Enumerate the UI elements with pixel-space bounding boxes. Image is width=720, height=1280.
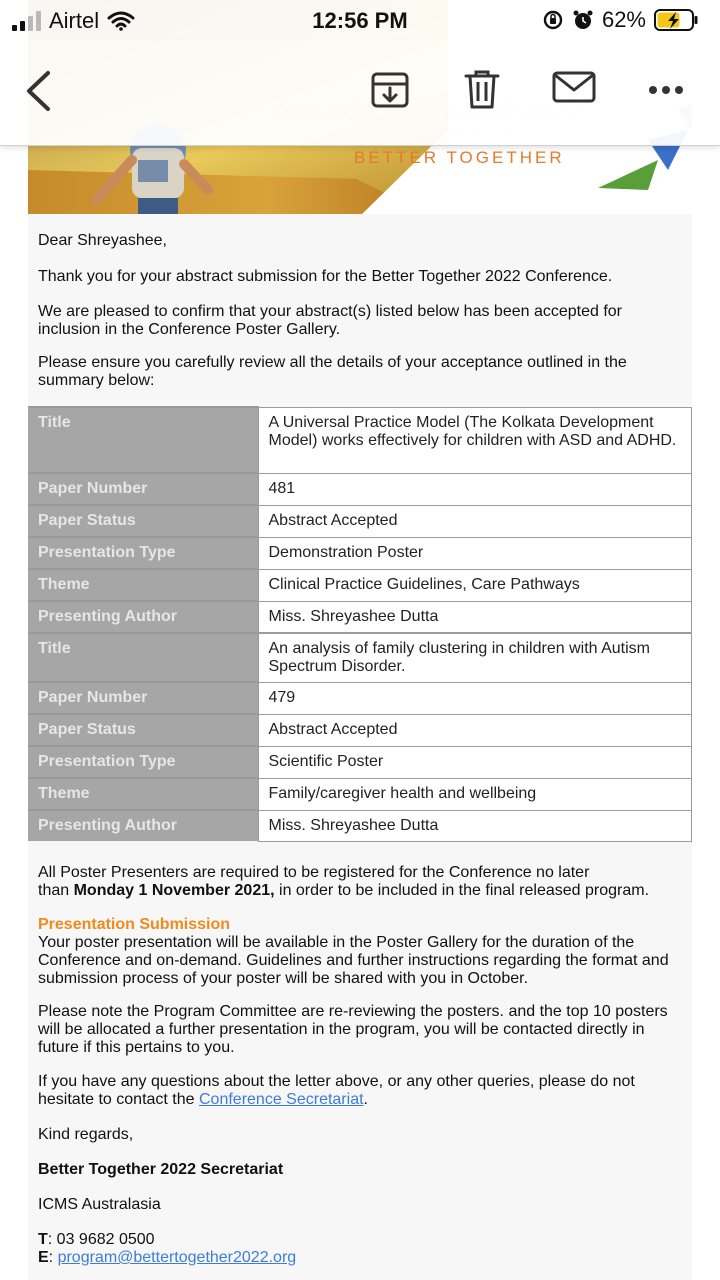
email-line xyxy=(38,1249,678,1267)
presentation-type: Demonstration Poster xyxy=(258,537,692,569)
label-paper-status: Paper Status xyxy=(28,714,258,746)
more-dots-icon[interactable] xyxy=(648,84,684,96)
label-paper-status: Paper Status xyxy=(28,505,258,537)
theme: Clinical Practice Guidelines, Care Pathways xyxy=(258,569,692,601)
email-body xyxy=(28,214,692,1280)
presenting-author: Miss. Shreyashee Dutta xyxy=(258,810,692,841)
status-time: 12:56 PM xyxy=(312,8,408,33)
paper-status: Abstract Accepted xyxy=(258,714,692,746)
conference-secretariat-link[interactable]: Conference Secretariat xyxy=(199,1091,364,1108)
label-paper-number: Paper Number xyxy=(28,682,258,714)
questions-post: . xyxy=(363,1091,368,1108)
battery-percent: 62% xyxy=(601,7,646,32)
abstract-table-2 xyxy=(28,632,692,842)
banner-tagline: BETTER TOGETHER xyxy=(354,148,565,167)
mail-toolbar xyxy=(0,40,720,146)
label-theme: Theme xyxy=(28,778,258,810)
paper-status: Abstract Accepted xyxy=(258,505,692,537)
status-bar xyxy=(0,0,720,40)
paper-number: 481 xyxy=(258,473,692,505)
label-title: Title xyxy=(28,633,258,682)
trash-icon[interactable] xyxy=(464,70,500,110)
registration-pre: than xyxy=(38,882,74,899)
registration-date: Monday 1 November 2021, xyxy=(73,882,275,899)
abstract-title: A Universal Practice Model (The Kolkata Development Model) works effectively for children with ASD and ADHD. xyxy=(258,407,692,473)
label-presentation-type: Presentation Type xyxy=(28,537,258,569)
label-paper-number: Paper Number xyxy=(28,473,258,505)
phone-label: T xyxy=(38,1231,48,1248)
label-presenting-author: Presenting Author xyxy=(28,810,258,841)
registration-paragraph xyxy=(38,864,678,900)
battery-charging-icon xyxy=(654,9,698,31)
greeting: Dear Shreyashee, xyxy=(38,232,167,249)
label-title: Title xyxy=(28,407,258,473)
alarm-icon xyxy=(572,9,594,31)
label-theme: Theme xyxy=(28,569,258,601)
theme: Family/caregiver health and wellbeing xyxy=(258,778,692,810)
registration-post: in order to be included in the final released program. xyxy=(274,882,650,899)
organization: ICMS Australasia xyxy=(38,1196,161,1213)
chevron-left-icon[interactable] xyxy=(24,70,52,112)
submission-heading: Presentation Submission xyxy=(38,916,231,933)
registration-line1: All Poster Presenters are required to be registered for the Conference no later xyxy=(38,864,590,881)
label-presenting-author: Presenting Author xyxy=(28,601,258,632)
regards: Kind regards, xyxy=(38,1126,134,1143)
questions-pre: If you have any questions about the letter above, or any other queries, please do not hesitate to contact the xyxy=(38,1073,635,1108)
submission-paragraph: Your poster presentation will be available in the Poster Gallery for the duration of the Conference and on-demand. Guidelines and further instructions regarding the format and submission process of your poster will be shared with you in October. xyxy=(38,934,669,987)
confirm-paragraph: We are pleased to confirm that your abstract(s) listed below has been accepted for inclusion in the Conference Poster Gallery. xyxy=(38,303,623,338)
abstract-title: An analysis of family clustering in children with Autism Spectrum Disorder. xyxy=(258,633,692,682)
signature: Better Together 2022 Secretariat xyxy=(38,1161,284,1178)
label-presentation-type: Presentation Type xyxy=(28,746,258,778)
thanks-paragraph: Thank you for your abstract submission for the Better Together 2022 Conference. xyxy=(38,268,613,285)
questions-paragraph xyxy=(38,1073,678,1109)
orientation-lock-icon xyxy=(542,9,564,31)
abstract-table-1 xyxy=(28,406,692,633)
committee-paragraph: Please note the Program Committee are re-reviewing the posters. and the top 10 posters will be allocated a further presentation in the program, you will be contacted directly in future if this pertains to you. xyxy=(38,1003,668,1056)
carrier-name: Airtel xyxy=(49,8,100,33)
email-label: E xyxy=(38,1249,49,1266)
paper-number: 479 xyxy=(258,682,692,714)
email-sep: : xyxy=(48,1249,58,1266)
presenting-author: Miss. Shreyashee Dutta xyxy=(258,601,692,632)
phone-number: : 03 9682 0500 xyxy=(47,1231,155,1248)
review-paragraph: Please ensure you carefully review all the details of your acceptance outlined in the summary below: xyxy=(38,354,627,389)
program-email-link[interactable]: program@bettertogether2022.org xyxy=(57,1249,297,1266)
envelope-icon[interactable] xyxy=(552,70,596,104)
archive-tray-icon[interactable] xyxy=(370,70,410,110)
phone-line xyxy=(38,1231,678,1249)
presentation-type: Scientific Poster xyxy=(258,746,692,778)
